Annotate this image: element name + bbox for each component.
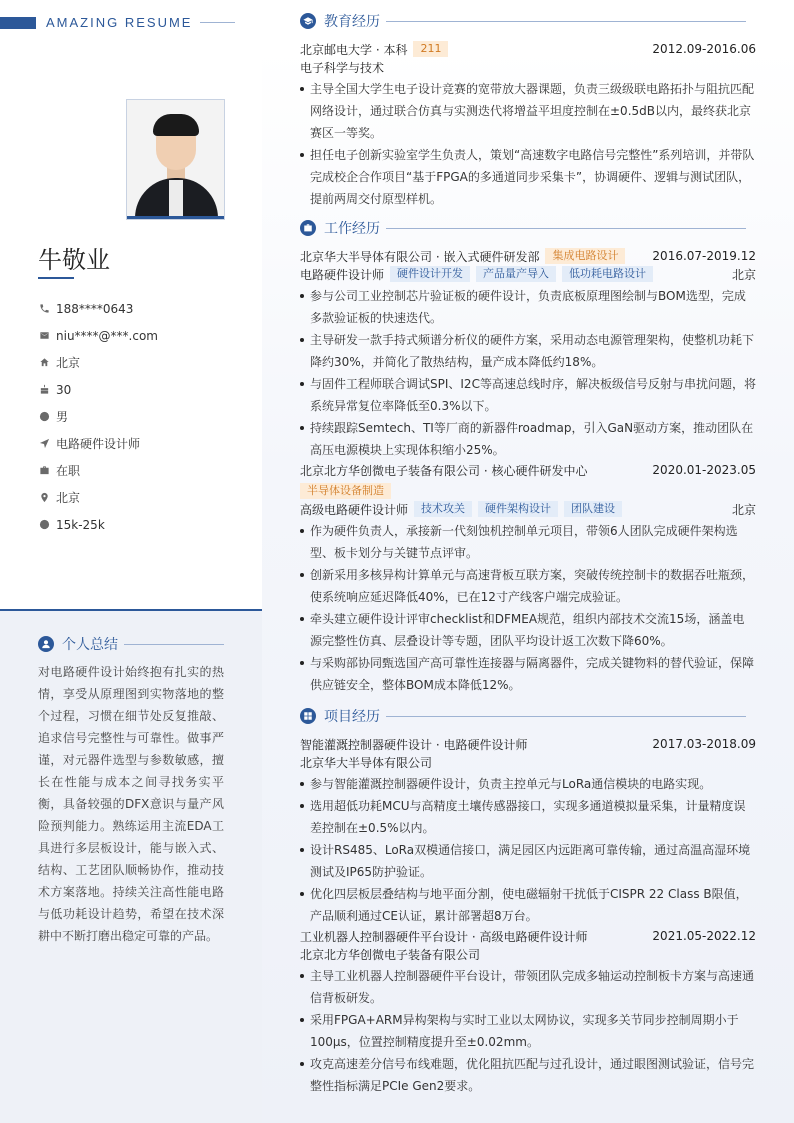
age-value: 30 — [56, 382, 72, 397]
summary-title: 个人总结 — [62, 637, 118, 653]
education-header — [300, 11, 756, 31]
school-tag: 211 — [413, 41, 448, 57]
send-icon — [38, 438, 50, 450]
info-position — [38, 430, 238, 457]
brand-bar — [0, 17, 36, 29]
list-item: 主导全国大学生电子设计竞赛的宽带放大器课题，负责三级级联电路拓扑与阻抗匹配网络设计，通过联合仿真与实测迭代将增益平坦度控制在±0.5dB以内，最终获北京赛区一等奖。 — [300, 78, 756, 144]
list-item: 作为硬件负责人，承接新一代刻蚀机控制单元项目，带领6人团队完成硬件架构选型、板卡划分与关键节点评审。 — [300, 520, 756, 564]
job-2-tag: 技术攻关 — [414, 501, 472, 517]
education-title: 教育经历 — [324, 14, 380, 30]
project-1-top — [300, 735, 756, 753]
education-major-row — [300, 58, 756, 76]
project-1-period: 2017.03-2018.09 — [652, 737, 756, 751]
info-email — [38, 322, 238, 349]
work-section — [300, 218, 756, 696]
job-2-industry: 半导体设备制造 — [300, 483, 391, 499]
email-value: niu****@***.com — [56, 328, 158, 343]
info-home — [38, 349, 238, 376]
projects-title: 项目经历 — [324, 709, 380, 725]
project-1-name: 智能灌溉控制器硬件设计 · 电路硬件设计师 — [300, 737, 528, 752]
list-item: 攻克高速差分信号布线难题，优化阻抗匹配与过孔设计，通过眼图测试验证，信号完整性指标满足PCIe Gen2要求。 — [300, 1053, 756, 1097]
education-entry-top — [300, 40, 756, 58]
projects-header — [300, 706, 756, 726]
user-icon — [38, 636, 54, 652]
list-item: 与采购部协同甄选国产高可靠性连接器与隔离器件，完成关键物料的替代验证，保障供应链安全，整体BOM成本降低12%。 — [300, 652, 756, 696]
list-item: 担任电子创新实验室学生负责人，策划“高速数字电路信号完整性”系列培训，并带队完成校企合作项目“基于FPGA的多通道同步采集卡”，协调硬件、逻辑与测试团队，提前两周交付原型样机。 — [300, 144, 756, 210]
summary-header — [38, 634, 224, 654]
status-value: 在职 — [56, 464, 81, 478]
job-2-industry-row — [300, 482, 756, 500]
job-1-period: 2016.07-2019.12 — [652, 249, 756, 263]
work-title: 工作经历 — [324, 221, 380, 237]
project-1-sub — [300, 753, 756, 771]
education-section — [300, 11, 756, 210]
list-item: 优化四层板层叠结构与地平面分割，使电磁辐射干扰低于CISPR 22 Class B限值，产品顺利通过CE认证，累计部署超8万台。 — [300, 883, 756, 927]
list-item: 参与公司工业控制芯片验证板的硬件设计，负责底板原理图绘制与BOM选型，完成多款验证板的快速迭代。 — [300, 285, 756, 329]
project-2-bullets — [300, 965, 756, 1097]
project-1-bullets — [300, 773, 756, 927]
list-item: 主导研发一款手持式频谱分析仪的硬件方案，采用动态电源管理架构，使整机功耗下降约30%，并简化了散热结构，量产成本降低约18%。 — [300, 329, 756, 373]
job-1-role: 电路硬件设计师 — [300, 267, 385, 282]
home-value: 北京 — [56, 356, 81, 370]
brand-line — [200, 22, 235, 23]
education-bullets — [300, 78, 756, 210]
job-2-tag: 团队建设 — [564, 501, 622, 517]
project-2-org: 北京北方华创微电子装备有限公司 — [300, 947, 481, 962]
list-item: 牵头建立硬件设计评审checklist和DFMEA规范，组织内部技术交流15场，涵盖电源完整性仿真、层叠设计等专题，团队平均设计返工次数下降60%。 — [300, 608, 756, 652]
gender-icon — [38, 411, 50, 423]
salary-value: 15k-25k — [56, 517, 105, 532]
phone-icon — [38, 303, 50, 315]
job-1-bullets — [300, 285, 756, 461]
job-2-role: 高级电路硬件设计师 — [300, 502, 409, 517]
summary-title-line — [124, 644, 224, 645]
info-gender — [38, 403, 238, 430]
name-underline — [38, 277, 74, 279]
education-major: 电子科学与技术 — [300, 60, 385, 75]
project-2-sub — [300, 945, 756, 963]
list-item: 选用超低功耗MCU与高精度土壤传感器接口，实现多通道模拟量采集，计量精度误差控制在±0.5%以内。 — [300, 795, 756, 839]
project-2-top — [300, 927, 756, 945]
work-title-line — [386, 228, 746, 229]
info-phone — [38, 295, 238, 322]
location-value: 北京 — [56, 491, 81, 505]
brand-header — [0, 15, 235, 30]
info-location — [38, 484, 238, 511]
list-item: 与固件工程师联合调试SPI、I2C等高速总线时序，解决板级信号反射与串扰问题，将系统异常复位率降低至0.3%以下。 — [300, 373, 756, 417]
list-item: 设计RS485、LoRa双模通信接口，满足园区内远距离可靠传输，通过高温高湿环境测试及IP65防护验证。 — [300, 839, 756, 883]
location-icon — [38, 492, 50, 504]
info-status — [38, 457, 238, 484]
project-2-period: 2021.05-2022.12 — [652, 929, 756, 943]
salary-icon — [38, 519, 50, 531]
job-1-tag: 硬件设计开发 — [390, 266, 470, 282]
job-2-bullets — [300, 520, 756, 696]
education-title-line — [386, 21, 746, 22]
projects-title-line — [386, 716, 746, 717]
mail-icon — [38, 330, 50, 342]
info-age — [38, 376, 238, 403]
project-2-name: 工业机器人控制器硬件平台设计 · 高级电路硬件设计师 — [300, 929, 588, 944]
project-1-org: 北京华大半导体有限公司 — [300, 755, 433, 770]
job-1-city: 北京 — [731, 267, 756, 282]
grid-icon — [300, 708, 316, 724]
job-1-sub — [300, 265, 756, 283]
gender-value: 男 — [56, 410, 69, 424]
cake-icon — [38, 384, 50, 396]
job-2-tag: 硬件架构设计 — [478, 501, 558, 517]
home-icon — [38, 357, 50, 369]
list-item: 持续跟踪Semtech、TI等厂商的新器件roadmap，引入GaN驱动方案，推动团队在高压电源模块上实现体积缩小25%。 — [300, 417, 756, 461]
job-2-city: 北京 — [731, 502, 756, 517]
list-item: 参与智能灌溉控制器硬件设计，负责主控单元与LoRa通信模块的电路实现。 — [300, 773, 756, 795]
list-item: 主导工业机器人控制器硬件平台设计，带领团队完成多轴运动控制板卡方案与高速通信背板研发。 — [300, 965, 756, 1009]
brand-text: AMAZING RESUME — [46, 15, 193, 30]
job-2-sub — [300, 500, 756, 518]
phone-value: 188****0643 — [56, 301, 134, 316]
job-2-top — [300, 461, 756, 479]
job-1-company: 北京华大半导体有限公司 · 嵌入式硬件研发部 — [300, 249, 540, 264]
education-period: 2012.09-2016.06 — [652, 42, 756, 56]
list-item: 采用FPGA+ARM异构架构与实时工业以太网协议，实现多关节同步控制周期小于100μs，位置控制精度提升至±0.02mm。 — [300, 1009, 756, 1053]
briefcase-icon — [38, 465, 50, 477]
briefcase-icon — [300, 220, 316, 236]
job-2-period: 2020.01-2023.05 — [652, 463, 756, 477]
job-1-tag: 产品量产导入 — [476, 266, 556, 282]
position-value: 电路硬件设计师 — [56, 437, 141, 451]
work-header — [300, 218, 756, 238]
job-1-top — [300, 247, 756, 265]
job-2-company: 北京北方华创微电子装备有限公司 · 核心硬件研发中心 — [300, 463, 588, 478]
profile-photo — [126, 99, 225, 220]
projects-section — [300, 706, 756, 1097]
contact-info — [38, 295, 238, 538]
graduation-cap-icon — [300, 13, 316, 29]
list-item: 创新采用多核异构计算单元与高速背板互联方案，突破传统控制卡的数据吞吐瓶颈，使系统响应延迟降低40%，已在12寸产线客户端完成验证。 — [300, 564, 756, 608]
summary-text: 对电路硬件设计始终抱有扎实的热情，享受从原理图到实物落地的整个过程，习惯在细节处反复推敲、追求信号完整性与可靠性。做事严谨，对元器件选型与参数敏感，擅长在性能与成本之间寻找务实平衡，具备较强的DFX意识与量产风险预判能力。熟练运用主流EDA工具进行多层板设计，能与嵌入式、结构、工艺团队顺畅协作，推动技术方案落地。持续关注高性能电路与低功耗设计趋势，希望在技术深耕中不断打磨出稳定可靠的产品。 — [38, 665, 224, 943]
info-salary — [38, 511, 238, 538]
job-1-tag: 低功耗电路设计 — [562, 266, 653, 282]
job-1-industry: 集成电路设计 — [545, 248, 625, 264]
profile-name: 牛敬业 — [38, 246, 110, 274]
school-name: 北京邮电大学 · 本科 — [300, 42, 408, 57]
